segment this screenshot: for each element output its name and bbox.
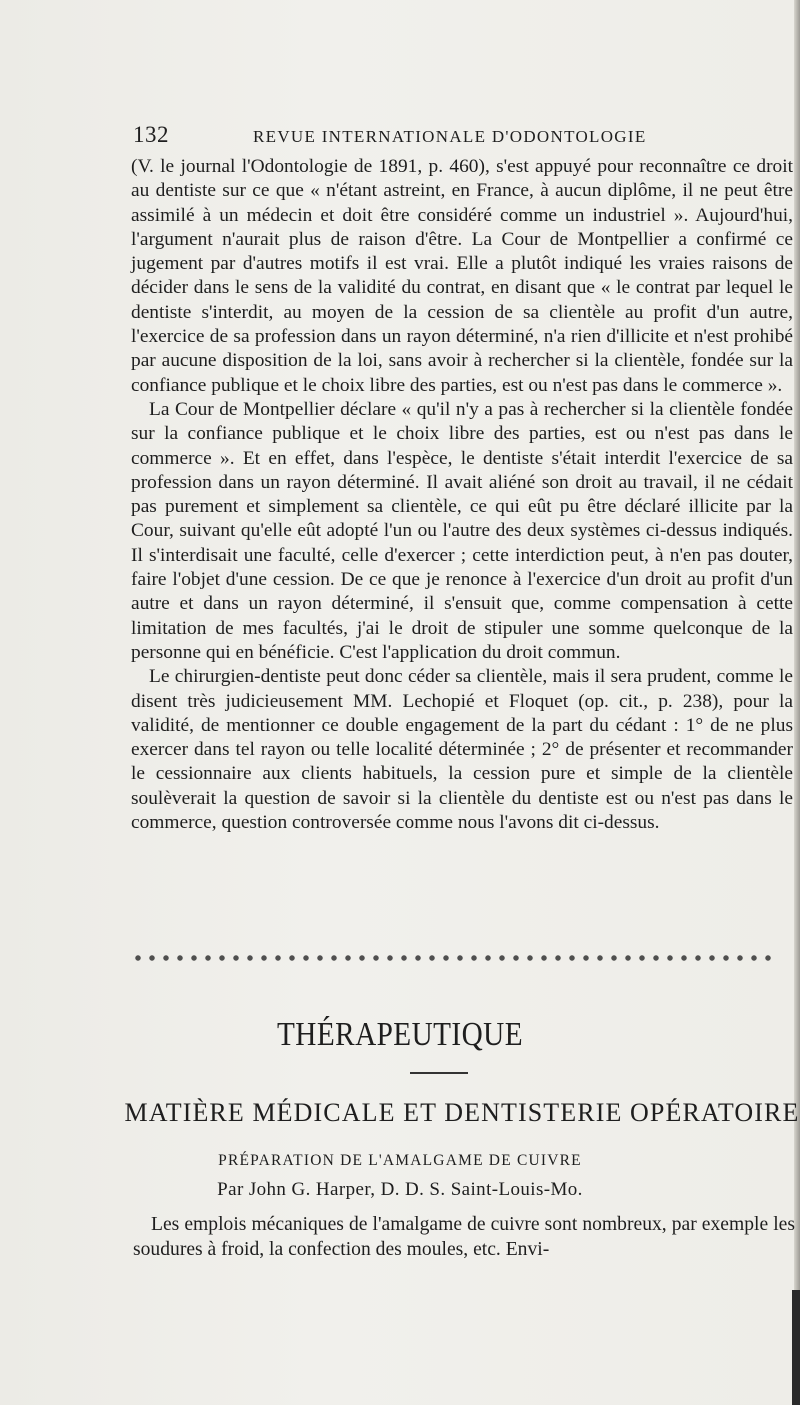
title-rule: [410, 1072, 468, 1074]
binding-edge-mark: [792, 1290, 800, 1405]
section-title: THÉRAPEUTIQUE: [277, 1016, 523, 1053]
paragraph-1: (V. le journal l'Odontologie de 1891, p. 460), s'est appuyé pour reconnaître ce droit au dentiste sur ce que « n'étant astreint, en France, à aucun diplôme, il ne peut être assimilé à un médecin et doit être considéré comme un industriel ». Aujourd'hui, l'argument n'aurait plus de raison d'être. La Cour de Montpellier a confirmé ce jugement par d'autres motifs il est vrai. Elle a plutôt indiqué les vraies raisons de décider dans le sens de la validité du contrat, en disant que « le contrat par lequel le dentiste s'interdit, au moyen de la cession de sa clientèle au profit d'un autre, l'exercice de sa profession dans un rayon déterminé, n'a rien d'illicite et n'est prohibé par aucune disposition de la loi, sans avoir à rechercher si la clientèle, fondée sur la confiance publique et le choix libre des parties, est ou n'est pas dans le commerce ».: [131, 156, 793, 396]
ornamental-divider: [132, 952, 777, 964]
running-title: REVUE INTERNATIONALE D'ODONTOLOGIE: [253, 127, 647, 146]
paragraph-3: Le chirurgien-dentiste peut donc céder sa clientèle, mais il sera prudent, comme le disent très judicieusement MM. Lechopié et Floquet (op. cit., p. 238), pour la validité, de mentionner ce double engagement de la part du cédant : 1° de ne plus exercer dans tel rayon ou telle localité déterminée ; 2° de présenter et recommander le cessionnaire aux clients habituels, la cession pure et simple de la clientèle soulèverait la question de savoir si la clientèle du dentiste est ou n'est pas dans le commerce, question controversée comme nous l'avons dit ci-dessus.: [131, 666, 793, 834]
subsection-title: MATIÈRE MÉDICALE ET DENTISTERIE OPÉRATOIRE: [124, 1098, 800, 1127]
intro-paragraph: Les emplois mécaniques de l'amalgame de cuivre sont nombreux, par exemple les soudures à froid, la confection des moules, etc. Envi-: [133, 1214, 795, 1260]
article-intro: [133, 1213, 795, 1262]
paragraph-2: La Cour de Montpellier déclare « qu'il n'y a pas à rechercher si la clientèle fondée sur la confiance publique et le choix libre des parties, est ou n'est pas dans le commerce ». Et en effet, dans l'espèce, le dentiste s'était interdit l'exercice de sa profession dans un rayon déterminé. Il avait aliéné son droit au travail, il ne cédait pas purement et simplement sa clientèle, ce qui eût pu être déclaré illicite par la Cour, suivant qu'elle eût adopté l'un ou l'autre des deux systèmes ci-dessus indiqués. Il s'interdisait une faculté, celle d'exercer ; cette interdiction peut, à n'en pas douter, faire l'objet d'une cession. De ce que je renonce à l'exercice d'un droit au profit d'un autre et dans un rayon déterminé, il s'ensuit que, comme compensation à cette limitation de mes facultés, j'ai le droit de stipuler une somme quelconque de la personne qui en bénéficie. C'est l'application du droit commun.: [131, 398, 793, 663]
running-header: [133, 122, 673, 148]
body-text: [131, 155, 793, 835]
article-title: PRÉPARATION DE L'AMALGAME DE CUIVRE: [218, 1152, 582, 1169]
page-number: 132: [133, 122, 169, 147]
author-byline: Par John G. Harper, D. D. S. Saint-Louis-Mo.: [217, 1179, 583, 1200]
